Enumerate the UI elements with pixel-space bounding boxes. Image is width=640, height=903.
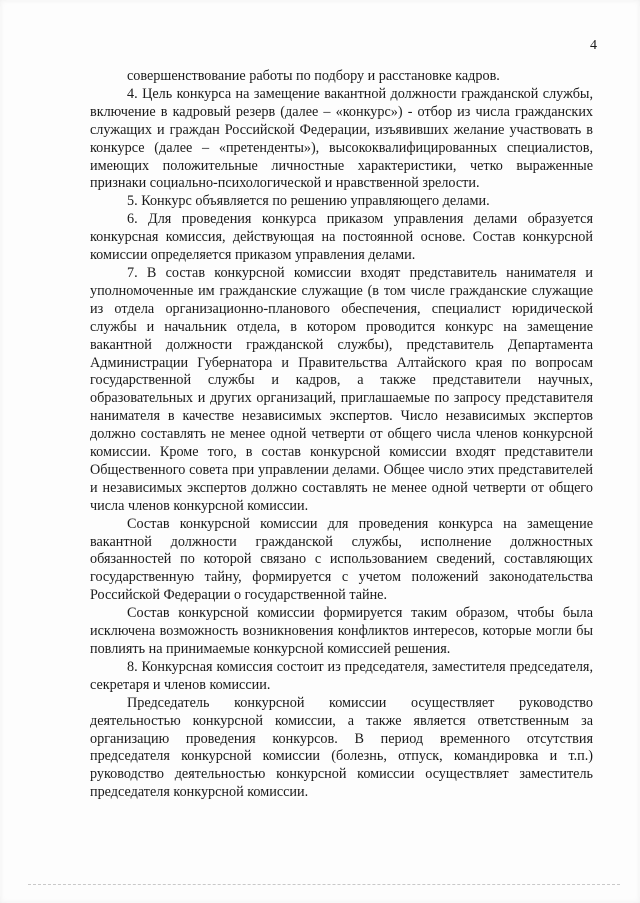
paragraph-item-4: 4. Цель конкурса на замещение вакантной должности гражданской службы, включение в кадровый резерв (далее – «конкурс») - отбор из числа гражданских служащих и граждан Российской Федерации, изъявивших желание участвовать в конкурсе (далее – «претенденты»), высококвалифицированных специалистов, имеющих положительные личностные характеристики, четко выраженные признаки социально-психологической и нравственной зрелости.	[90, 85, 593, 192]
document-body	[90, 68, 593, 802]
paragraph-secret-composition: Состав конкурсной комиссии для проведения конкурса на замещение вакантной должности гражданской службы, исполнение должностных обязанностей по которой связано с использованием сведений, составляющих государственную тайну, формируется с учетом положений законодательства Российской Федерации о государственной тайне.	[90, 515, 593, 604]
scan-bottom-edge	[28, 884, 620, 885]
paragraph-conflict-of-interest: Состав конкурсной комиссии формируется таким образом, чтобы была исключена возможность возникновения конфликтов интересов, которые могли бы повлиять на принимаемые конкурсной комиссией решения.	[90, 605, 593, 657]
page-number: 4	[590, 38, 597, 53]
paragraph-continuation: совершенствование работы по подбору и расстановке кадров.	[127, 68, 500, 84]
paragraph-item-8: 8. Конкурсная комиссия состоит из председателя, заместителя председателя, секретаря и членов комиссии.	[90, 658, 593, 693]
paragraph-chairman-duties: Председатель конкурсной комиссии осуществляет руководство деятельностью конкурсной комиссии, а также является ответственным за организацию проведения конкурсов. В период временного отсутствия председателя конкурсной комиссии (болезнь, отпуск, командировка и т.п.) руководство деятельностью конкурсной комиссии осуществляет заместитель председателя конкурсной комиссии.	[90, 694, 593, 801]
paragraph-item-7: 7. В состав конкурсной комиссии входят представитель нанимателя и уполномоченные им гражданские служащие (в том числе гражданские служащие из отдела организационно-планового обеспечения, специалист юридической службы и начальник отдела, в котором проводится конкурс на замещение вакантной должности гражданской службы), представитель Департамента Администрации Губернатора и Правительства Алтайского края по вопросам государственной службы и кадров, а также представители научных, образовательных и других организаций, приглашаемые по запросу представителя нанимателя в качестве независимых экспертов. Число независимых экспертов должно составлять не менее одной четверти от общего числа членов конкурсной комиссии. Кроме того, в состав конкурсной комиссии входят представители Общественного совета при управлении делами. Общее число этих представителей и независимых экспертов должно составлять не менее одной четверти от общего числа членов конкурсной комиссии.	[90, 264, 593, 514]
paragraph-item-6: 6. Для проведения конкурса приказом управления делами образуется конкурсная комиссия, действующая на постоянной основе. Состав конкурсной комиссии определяется приказом управления делами.	[90, 211, 593, 264]
paragraph-item-5: 5. Конкурс объявляется по решению управляющего делами.	[127, 193, 490, 210]
